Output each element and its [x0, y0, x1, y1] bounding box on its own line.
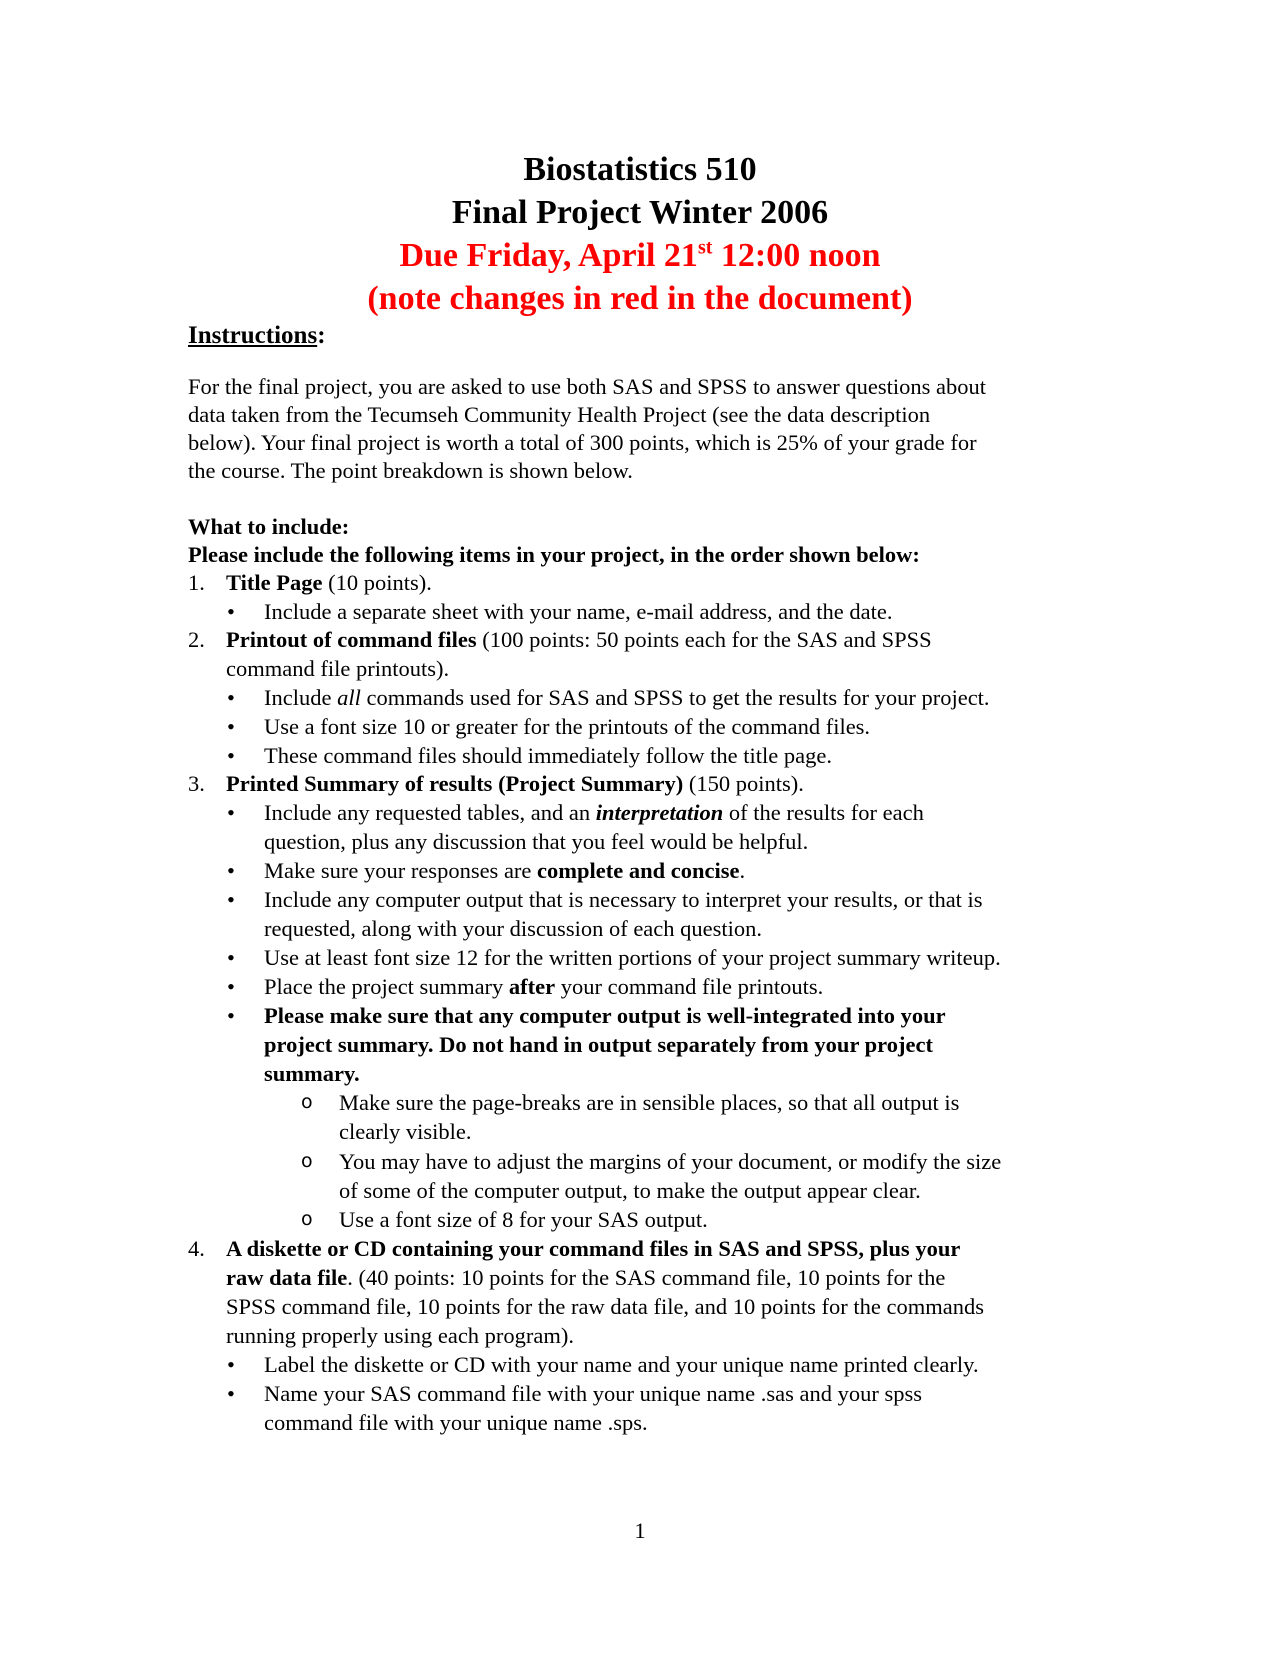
item-3-bullet-4: Use at least font size 12 for the written portions of your project summary writeup.: [264, 945, 1001, 970]
bullet-icon: •: [227, 858, 235, 883]
item-4-bullet-1: Label the diskette or CD with your name and your unique name printed clearly.: [264, 1352, 979, 1377]
sub-bullet-icon: o: [301, 1091, 313, 1113]
item-3-bullet-6: Please make sure that any computer output is well-integrated into your: [264, 1003, 946, 1028]
bullet-icon: •: [227, 974, 235, 999]
bullet-icon: •: [227, 714, 235, 739]
item-2-bullet-1: Include all commands used for SAS and SPSS to get the results for your project.: [264, 685, 990, 710]
item-2-text-line-2: command file printouts).: [226, 656, 450, 681]
item-3-bullet-2: Make sure your responses are complete and concise.: [264, 858, 746, 883]
due-date: Due Friday, April 21st 12:00 noon: [399, 236, 881, 274]
page-number: 1: [634, 1518, 646, 1543]
sub-item-1: Make sure the page-breaks are in sensible places, so that all output is: [339, 1090, 960, 1115]
project-title: Final Project Winter 2006: [451, 194, 829, 231]
instructions-heading: Instructions:: [188, 322, 326, 349]
item-4-number: 4.: [188, 1236, 205, 1261]
bullet-icon: •: [227, 800, 235, 825]
item-4-bullet-2-line-2: command file with your unique name .sps.: [264, 1410, 648, 1435]
item-4-text-line-3: SPSS command file, 10 points for the raw data file, and 10 points for the commands: [226, 1294, 985, 1319]
bullet-icon: •: [227, 599, 235, 624]
item-1-number: 1.: [188, 570, 205, 595]
sub-item-1-line-2: clearly visible.: [339, 1119, 472, 1144]
title-block: [0, 148, 1280, 320]
item-4-text: A diskette or CD containing your command files in SAS and SPSS, plus your: [226, 1236, 961, 1261]
item-4-text-line-4: running properly using each program).: [226, 1323, 575, 1348]
item-3-text: Printed Summary of results (Project Summary) (150 points).: [226, 771, 804, 796]
bullet-icon: •: [227, 1352, 235, 1377]
item-4-bullet-2: Name your SAS command file with your unique name .sas and your spss: [264, 1381, 923, 1406]
item-3-bullet-5: Place the project summary after your command file printouts.: [264, 974, 824, 999]
sub-bullet-icon: o: [301, 1208, 313, 1230]
intro-line-2: data taken from the Tecumseh Community Health Project (see the data description: [188, 402, 931, 427]
item-1-text: Title Page (10 points).: [226, 570, 432, 595]
item-3-bullet-3: Include any computer output that is necessary to interpret your results, or that is: [264, 887, 983, 912]
item-2-text: Printout of command files (100 points: 50 points each for the SAS and SPSS: [226, 627, 932, 652]
item-3-bullet-1-line-2: question, plus any discussion that you feel would be helpful.: [264, 829, 809, 854]
what-to-include-subheading: Please include the following items in your project, in the order shown below:: [188, 542, 920, 567]
bullet-icon: •: [227, 945, 235, 970]
bullet-icon: •: [227, 685, 235, 710]
bullet-icon: •: [227, 887, 235, 912]
course-title: Biostatistics 510: [523, 151, 757, 188]
sub-bullet-icon: o: [301, 1150, 313, 1172]
item-2-bullet-3: These command files should immediately follow the title page.: [264, 743, 832, 768]
item-3-bullet-3-line-2: requested, along with your discussion of each question.: [264, 916, 763, 941]
item-3-number: 3.: [188, 771, 205, 796]
what-to-include-heading: What to include:: [188, 514, 350, 539]
sub-item-3: Use a font size of 8 for your SAS output.: [339, 1207, 708, 1232]
item-3-bullet-1: Include any requested tables, and an interpretation of the results for each: [264, 800, 924, 825]
item-1-bullet-1: Include a separate sheet with your name, e-mail address, and the date.: [264, 599, 893, 624]
bullet-icon: •: [227, 743, 235, 768]
change-note: (note changes in red in the document): [367, 280, 913, 317]
intro-line-1: For the final project, you are asked to use both SAS and SPSS to answer questions about: [188, 374, 987, 399]
sub-item-2-line-2: of some of the computer output, to make the output appear clear.: [339, 1178, 921, 1203]
intro-line-4: the course. The point breakdown is shown below.: [188, 458, 633, 483]
item-3-bullet-6-line-2: project summary. Do not hand in output separately from your project: [264, 1032, 933, 1057]
bullet-icon: •: [227, 1381, 235, 1406]
bullet-icon: •: [227, 1003, 235, 1028]
item-3-bullet-6-line-3: summary.: [264, 1061, 360, 1086]
sub-item-2: You may have to adjust the margins of your document, or modify the size: [339, 1149, 1002, 1174]
item-2-number: 2.: [188, 627, 205, 652]
intro-line-3: below). Your final project is worth a total of 300 points, which is 25% of your grade for: [188, 430, 977, 455]
item-2-bullet-2: Use a font size 10 or greater for the printouts of the command files.: [264, 714, 871, 739]
item-4-text-line-2: raw data file. (40 points: 10 points for the SAS command file, 10 points for the: [226, 1265, 946, 1290]
